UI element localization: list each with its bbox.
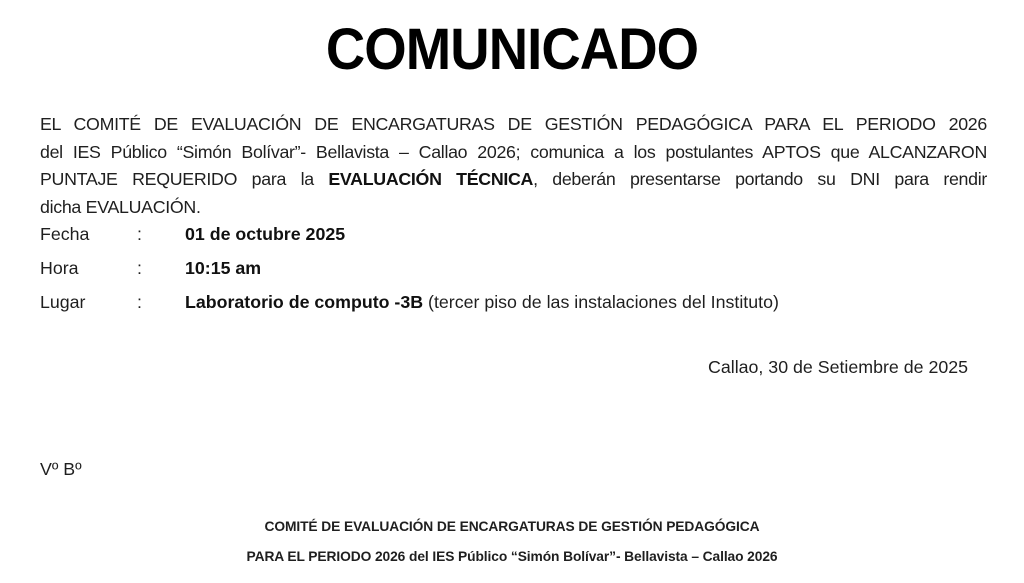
page-title bbox=[0, 16, 1024, 84]
detail-label: Lugar bbox=[40, 292, 86, 312]
detail-label: Hora bbox=[40, 258, 79, 278]
dateline: Callao, 30 de Setiembre de 2025 bbox=[708, 357, 968, 377]
detail-label: Fecha bbox=[40, 224, 90, 244]
paragraph-line-2: del IES Público “Simón Bolívar”- Bellavista – Callao 2026; comunica a los postulantes APTOS que ALCANZARON bbox=[40, 141, 987, 162]
footer-line-1: COMITÉ DE EVALUACIÓN DE ENCARGATURAS DE GESTIÓN PEDAGÓGICA bbox=[264, 519, 760, 534]
detail-row-hora bbox=[40, 258, 987, 278]
footer-line-2: PARA EL PERIODO 2026 del IES Público “Simón Bolívar”- Bellavista – Callao 2026 bbox=[246, 549, 778, 564]
detail-value: Laboratorio de computo -3B bbox=[185, 292, 424, 312]
paragraph-line-3-text: PUNTAJE REQUERIDO para la bbox=[40, 169, 329, 189]
paragraph-line-3-text-end: , deberán presentarse portando su DNI para rendir bbox=[533, 169, 987, 189]
detail-separator: : bbox=[137, 258, 142, 278]
detail-separator: : bbox=[137, 292, 142, 312]
detail-row-fecha bbox=[40, 224, 987, 244]
paragraph-line-3 bbox=[40, 166, 987, 194]
footer bbox=[0, 520, 1024, 564]
announcement-paragraph bbox=[40, 111, 987, 221]
detail-separator: : bbox=[137, 224, 142, 244]
detail-value: 10:15 am bbox=[185, 258, 262, 278]
details-list bbox=[40, 224, 987, 312]
detail-value: 01 de octubre 2025 bbox=[185, 224, 346, 244]
paragraph-line-3-bold-text: EVALUACIÓN TÉCNICA bbox=[328, 169, 534, 189]
detail-row-lugar bbox=[40, 292, 987, 312]
detail-note: (tercer piso de las instalaciones del Instituto) bbox=[423, 292, 779, 312]
paragraph-line-1: EL COMITÉ DE EVALUACIÓN DE ENCARGATURAS DE GESTIÓN PEDAGÓGICA PARA EL PERIODO 2026 bbox=[40, 114, 987, 134]
detail-value-wrap bbox=[185, 258, 987, 278]
detail-value-wrap bbox=[185, 292, 987, 312]
signature-label: Vº Bº bbox=[40, 459, 82, 479]
paragraph-line-4: dicha EVALUACIÓN. bbox=[40, 196, 201, 217]
detail-value-wrap bbox=[185, 224, 987, 244]
page-title-text: COMUNICADO bbox=[325, 17, 699, 82]
